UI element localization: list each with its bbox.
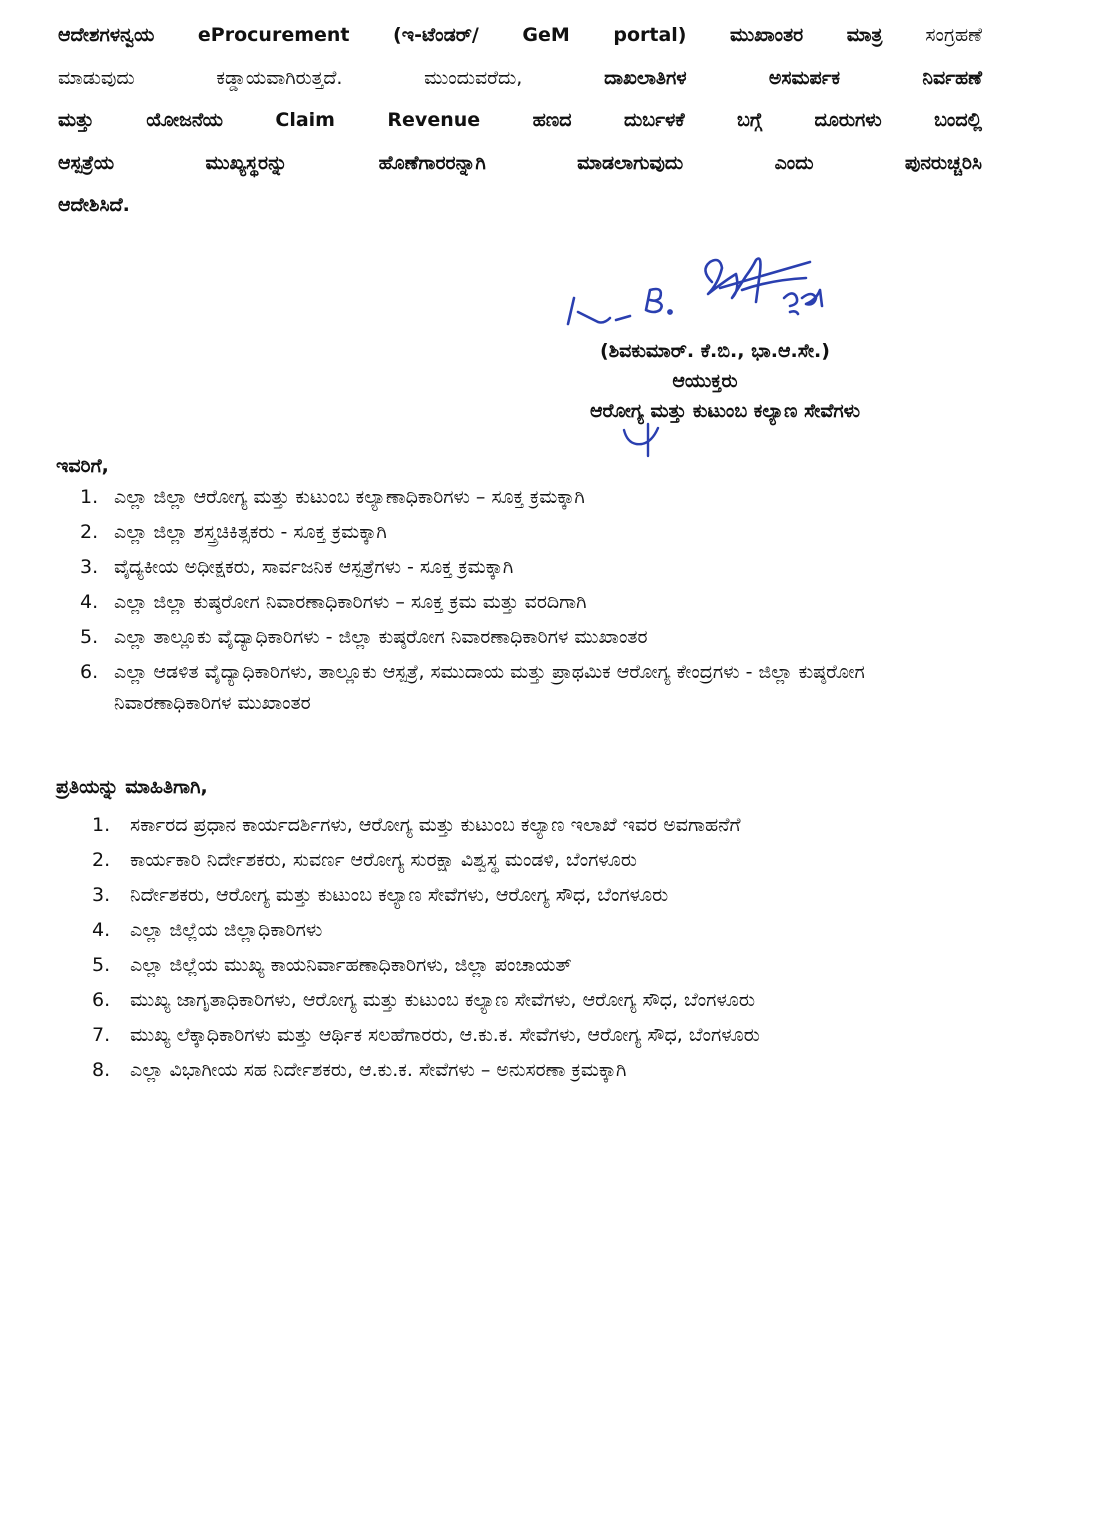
list-item	[92, 1020, 982, 1051]
recipients-heading: ಇವರಿಗೆ,	[56, 455, 109, 477]
list-item	[92, 845, 982, 876]
list-item	[92, 1055, 982, 1086]
copy-to-heading: ಪ್ರತಿಯನ್ನು ಮಾಹಿತಿಗಾಗಿ,	[56, 776, 208, 798]
list-item-text: ಸರ್ಕಾರದ ಪ್ರಧಾನ ಕಾರ್ಯದರ್ಶಿಗಳು, ಆರೋಗ್ಯ ಮತ್ತು ಕುಟುಂಬ ಕಲ್ಯಾಣ ಇಲಾಖೆ ಇವರ ಅವಗಾಹನೆಗೆ	[130, 814, 741, 836]
paragraph-line: ಆಸ್ಪತ್ರೆಯ ಮುಖ್ಯಸ್ಥರನ್ನು ಹೊಣೆಗಾರರನ್ನಾಗಿ ಮಾಡಲಾಗುವುದು ಎಂದು ಪುನರುಚ್ಚರಿಸಿ	[58, 151, 982, 174]
list-item-number: 3.	[80, 556, 99, 578]
list-item-number: 2.	[80, 521, 99, 543]
list-item-text: ಕಾರ್ಯಕಾರಿ ನಿರ್ದೇಶಕರು, ಸುವರ್ಣ ಆರೋಗ್ಯ ಸುರಕ್ಷಾ ವಿಶ್ವಸ್ಥ ಮಂಡಳಿ, ಬೆಂಗಳೂರು	[130, 849, 637, 871]
list-item-number: 2.	[92, 849, 111, 871]
recipients-list	[80, 482, 960, 723]
body-paragraph	[58, 14, 982, 227]
list-item	[92, 915, 982, 946]
copy-to-list	[92, 810, 982, 1090]
list-item-number: 1.	[92, 814, 111, 836]
paragraph-text-bold: ಆದೇಶಗಳನ್ವಯ eProcurement (ಇ-ಟೆಂಡರ್/ GeM portal) ಮುಖಾಂತರ ಮಾತ್ರ	[58, 24, 883, 46]
paragraph-text: ಮಾಡುವುದು ಕಡ್ಡಾಯವಾಗಿರುತ್ತದೆ. ಮುಂದುವರೆದು,	[58, 66, 523, 89]
handwritten-initial	[618, 420, 668, 460]
paragraph-line	[58, 57, 982, 100]
list-item-number: 6.	[92, 989, 111, 1011]
signatory-title: ಆಯುಕ್ತರು	[672, 370, 738, 392]
list-item	[80, 517, 960, 548]
paragraph-text: ಸಂಗ್ರಹಣೆ	[925, 24, 982, 46]
list-item	[80, 482, 960, 513]
list-item-text: ಎಲ್ಲಾ ಆಡಳಿತ ವೈದ್ಯಾಧಿಕಾರಿಗಳು, ತಾಲ್ಲೂಕು ಆಸ್ಪತ್ರೆ, ಸಮುದಾಯ ಮತ್ತು ಪ್ರಾಥಮಿಕ ಆರೋಗ್ಯ ಕೇಂದ್ರಗಳು - ಜಿಲ್ಲಾ ಕುಷ್ಠರೋಗ ನಿವಾರಣಾಧಿಕಾರಿಗಳ ಮುಖಾಂತರ	[114, 661, 865, 714]
list-item-number: 5.	[92, 954, 111, 976]
list-item	[92, 950, 982, 981]
paragraph-line	[58, 14, 982, 57]
list-item	[92, 810, 982, 841]
list-item-text: ವೈದ್ಯಕೀಯ ಅಧೀಕ್ಷಕರು, ಸಾರ್ವಜನಿಕ ಆಸ್ಪತ್ರೆಗಳು - ಸೂಕ್ತ ಕ್ರಮಕ್ಕಾಗಿ	[114, 556, 514, 578]
list-item-text: ಎಲ್ಲಾ ಜಿಲ್ಲೆಯ ಮುಖ್ಯ ಕಾಯನಿರ್ವಾಹಣಾಧಿಕಾರಿಗಳು, ಜಿಲ್ಲಾ ಪಂಚಾಯತ್	[130, 954, 572, 976]
paragraph-text-bold: ದಾಖಲಾತಿಗಳ ಅಸಮರ್ಪಕ ನಿರ್ವಹಣೆ	[604, 66, 982, 89]
list-item-number: 4.	[80, 591, 99, 613]
signatory-name: (ಶಿವಕುಮಾರ್. ಕೆ.ಬಿ., ಭಾ.ಆ.ಸೇ.)	[600, 340, 830, 362]
signatory-department: ಆರೋಗ್ಯ ಮತ್ತು ಕುಟುಂಬ ಕಲ್ಯಾಣ ಸೇವೆಗಳು	[589, 400, 860, 422]
list-item	[92, 985, 982, 1016]
list-item-number: 8.	[92, 1059, 111, 1081]
list-item-text: ಎಲ್ಲಾ ಜಿಲ್ಲಾ ಆರೋಗ್ಯ ಮತ್ತು ಕುಟುಂಬ ಕಲ್ಯಾಣಾಧಿಕಾರಿಗಳು – ಸೂಕ್ತ ಕ್ರಮಕ್ಕಾಗಿ	[114, 486, 585, 508]
list-item-text: ಎಲ್ಲಾ ಜಿಲ್ಲಾ ಶಸ್ತ್ರಚಿಕಿತ್ಸಕರು - ಸೂಕ್ತ ಕ್ರಮಕ್ಕಾಗಿ	[114, 521, 387, 543]
list-item-number: 5.	[80, 626, 99, 648]
list-item-text: ಎಲ್ಲಾ ಜಿಲ್ಲಾ ಕುಷ್ಠರೋಗ ನಿವಾರಣಾಧಿಕಾರಿಗಳು – ಸೂಕ್ತ ಕ್ರಮ ಮತ್ತು ವರದಿಗಾಗಿ	[114, 591, 587, 613]
list-item-text: ಎಲ್ಲಾ ತಾಲ್ಲೂಕು ವೈದ್ಯಾಧಿಕಾರಿಗಳು - ಜಿಲ್ಲಾ ಕುಷ್ಠರೋಗ ನಿವಾರಣಾಧಿಕಾರಿಗಳ ಮುಖಾಂತರ	[114, 626, 648, 648]
list-item-number: 1.	[80, 486, 99, 508]
list-item	[80, 622, 960, 653]
list-item-number: 4.	[92, 919, 111, 941]
list-item-number: 7.	[92, 1024, 111, 1046]
list-item-text: ನಿರ್ದೇಶಕರು, ಆರೋಗ್ಯ ಮತ್ತು ಕುಟುಂಬ ಕಲ್ಯಾಣ ಸೇವೆಗಳು, ಆರೋಗ್ಯ ಸೌಧ, ಬೆಂಗಳೂರು	[130, 884, 669, 906]
list-item-text: ಎಲ್ಲಾ ಜಿಲ್ಲೆಯ ಜಿಲ್ಲಾಧಿಕಾರಿಗಳು	[130, 919, 323, 941]
paragraph-line: ಮತ್ತು ಯೋಜನೆಯ Claim Revenue ಹಣದ ದುರ್ಬಳಕೆ ಬಗ್ಗೆ ದೂರುಗಳು ಬಂದಲ್ಲಿ	[58, 109, 982, 131]
list-item	[80, 657, 960, 719]
list-item	[80, 587, 960, 618]
list-item-text: ಮುಖ್ಯ ಜಾಗೃತಾಧಿಕಾರಿಗಳು, ಆರೋಗ್ಯ ಮತ್ತು ಕುಟುಂಬ ಕಲ್ಯಾಣ ಸೇವೆಗಳು, ಆರೋಗ್ಯ ಸೌಧ, ಬೆಂಗಳೂರು	[130, 989, 755, 1011]
list-item-text: ಎಲ್ಲಾ ವಿಭಾಗೀಯ ಸಹ ನಿರ್ದೇಶಕರು, ಆ.ಕು.ಕ. ಸೇವೆಗಳು – ಅನುಸರಣಾ ಕ್ರಮಕ್ಕಾಗಿ	[130, 1059, 627, 1081]
list-item	[80, 552, 960, 583]
list-item-number: 6.	[80, 661, 99, 683]
list-item-number: 3.	[92, 884, 111, 906]
list-item-text: ಮುಖ್ಯ ಲೆಕ್ಕಾಧಿಕಾರಿಗಳು ಮತ್ತು ಆರ್ಥಿಕ ಸಲಹೆಗಾರರು, ಆ.ಕು.ಕ. ಸೇವೆಗಳು, ಆರೋಗ್ಯ ಸೌಧ, ಬೆಂಗಳೂರು	[130, 1024, 760, 1046]
paragraph-line: ಆದೇಶಿಸಿದೆ.	[58, 194, 130, 216]
list-item	[92, 880, 982, 911]
handwritten-signature	[560, 232, 840, 342]
signature-block	[440, 336, 960, 426]
